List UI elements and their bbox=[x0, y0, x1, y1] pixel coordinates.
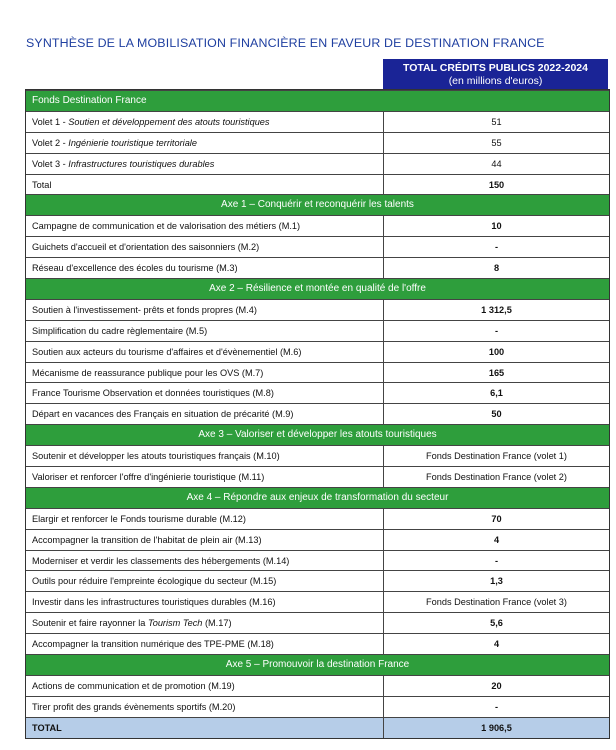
table-row bbox=[26, 215, 609, 236]
row-label: Valoriser et renforcer l'offre d'ingénierie touristique (M.11) bbox=[26, 467, 384, 487]
column-header-unit: (en millions d'euros) bbox=[448, 75, 543, 87]
row-value: 1,3 bbox=[490, 576, 503, 587]
row-value: 70 bbox=[491, 513, 502, 524]
row-value: 1 312,5 bbox=[481, 304, 512, 315]
table-row bbox=[26, 445, 609, 466]
row-label: Accompagner la transition de l'habitat de plein air (M.13) bbox=[26, 530, 384, 550]
row-value: 5,6 bbox=[490, 618, 503, 629]
grand-total-value: 1 906,5 bbox=[481, 722, 512, 733]
row-label: Total bbox=[26, 175, 384, 195]
row-value: - bbox=[494, 701, 499, 712]
row-label: Départ en vacances des Français en situation de précarité (M.9) bbox=[26, 404, 384, 424]
volet-label: Ingénierie touristique territoriale bbox=[68, 137, 197, 148]
row-value: 20 bbox=[491, 680, 502, 691]
column-header bbox=[383, 59, 608, 89]
table-row bbox=[26, 508, 609, 529]
row-value: - bbox=[494, 555, 499, 566]
row-value: 8 bbox=[493, 263, 500, 274]
row-value: Fonds Destination France (volet 1) bbox=[426, 451, 567, 462]
document-title: SYNTHÈSE DE LA MOBILISATION FINANCIÈRE EN FAVEUR DE DESTINATION FRANCE bbox=[26, 36, 545, 50]
row-value: 4 bbox=[493, 534, 500, 545]
row-label: Outils pour réduire l'empreinte écologique du secteur (M.15) bbox=[26, 571, 384, 591]
row-value: - bbox=[494, 242, 499, 253]
row-label: Soutenir et faire rayonner la Tourism Tech (M.17) bbox=[26, 613, 384, 633]
row-value: Fonds Destination France (volet 2) bbox=[426, 472, 567, 483]
table-row bbox=[26, 570, 609, 591]
row-value: - bbox=[494, 325, 499, 336]
row-label: Tirer profit des grands évènements sportifs (M.20) bbox=[26, 697, 384, 717]
table-row bbox=[26, 299, 609, 320]
section-heading-fonds: Fonds Destination France bbox=[26, 90, 609, 111]
table-row bbox=[26, 132, 609, 153]
table-row bbox=[26, 633, 609, 654]
table-row bbox=[26, 403, 609, 424]
row-label bbox=[26, 154, 384, 174]
row-label: France Tourisme Observation et données touristiques (M.8) bbox=[26, 383, 384, 403]
table-row bbox=[26, 550, 609, 571]
section-heading-axe-1: Axe 1 – Conquérir et reconquérir les talents bbox=[26, 194, 609, 215]
grand-total-row bbox=[26, 717, 609, 738]
volet-prefix: Volet 3 - bbox=[32, 158, 69, 169]
section-heading-axe-4: Axe 4 – Répondre aux enjeux de transformation du secteur bbox=[26, 487, 609, 508]
section-heading-axe-3: Axe 3 – Valoriser et développer les atouts touristiques bbox=[26, 424, 609, 445]
row-value: 165 bbox=[488, 367, 505, 378]
volet-label: Infrastructures touristiques durables bbox=[68, 158, 215, 169]
section-heading-axe-5: Axe 5 – Promouvoir la destination France bbox=[26, 654, 609, 675]
row-label: Soutien aux acteurs du tourisme d'affaires et d'évènementiel (M.6) bbox=[26, 342, 384, 362]
row-value: 4 bbox=[493, 639, 500, 650]
table-row bbox=[26, 591, 609, 612]
row-label: Réseau d'excellence des écoles du tourisme (M.3) bbox=[26, 258, 384, 278]
row-label bbox=[26, 133, 384, 153]
row-value: 150 bbox=[488, 179, 505, 190]
table-row bbox=[26, 341, 609, 362]
table-row bbox=[26, 529, 609, 550]
row-label: Soutien à l'investissement- prêts et fonds propres (M.4) bbox=[26, 300, 384, 320]
table-row bbox=[26, 236, 609, 257]
table-row bbox=[26, 111, 609, 132]
table-row bbox=[26, 382, 609, 403]
row-label: Guichets d'accueil et d'orientation des saisonniers (M.2) bbox=[26, 237, 384, 257]
row-label: Campagne de communication et de valorisation des métiers (M.1) bbox=[26, 216, 384, 236]
column-header-title: TOTAL CRÉDITS PUBLICS 2022-2024 bbox=[403, 62, 588, 74]
row-value: Fonds Destination France (volet 3) bbox=[426, 597, 567, 608]
row-value: 6,1 bbox=[490, 388, 503, 399]
row-label: Soutenir et développer les atouts touristiques français (M.10) bbox=[26, 446, 384, 466]
table-row bbox=[26, 675, 609, 696]
row-value: 55 bbox=[491, 137, 502, 148]
row-label: Investir dans les infrastructures touristiques durables (M.16) bbox=[26, 592, 384, 612]
volet-prefix: Volet 2 - bbox=[32, 137, 69, 148]
volet-prefix: Volet 1 - bbox=[32, 116, 69, 127]
volet-label: Soutien et développement des atouts touristiques bbox=[68, 116, 270, 127]
table-row bbox=[26, 320, 609, 341]
row-label: Elargir et renforcer le Fonds tourisme durable (M.12) bbox=[26, 509, 384, 529]
row-label: Actions de communication et de promotion (M.19) bbox=[26, 676, 384, 696]
row-value: 100 bbox=[488, 346, 505, 357]
row-value: 50 bbox=[491, 409, 502, 420]
table-row bbox=[26, 257, 609, 278]
row-label bbox=[26, 112, 384, 132]
funding-table bbox=[25, 89, 610, 739]
table-row bbox=[26, 466, 609, 487]
row-value: 44 bbox=[491, 158, 502, 169]
table-row bbox=[26, 362, 609, 383]
table-row bbox=[26, 153, 609, 174]
row-label: Accompagner la transition numérique des TPE-PME (M.18) bbox=[26, 634, 384, 654]
tourism-tech-italic: Tourism Tech bbox=[147, 618, 203, 629]
table-row bbox=[26, 612, 609, 633]
grand-total-label: TOTAL bbox=[26, 718, 384, 738]
section-heading-axe-2: Axe 2 – Résilience et montée en qualité de l'offre bbox=[26, 278, 609, 299]
fonds-total-row bbox=[26, 174, 609, 195]
row-label: Simplification du cadre règlementaire (M.5) bbox=[26, 321, 384, 341]
row-value: 10 bbox=[491, 221, 502, 232]
row-value: 51 bbox=[491, 116, 502, 127]
row-label: Moderniser et verdir les classements des hébergements (M.14) bbox=[26, 551, 384, 571]
row-label: Mécanisme de reassurance publique pour les OVS (M.7) bbox=[26, 363, 384, 383]
table-row bbox=[26, 696, 609, 717]
